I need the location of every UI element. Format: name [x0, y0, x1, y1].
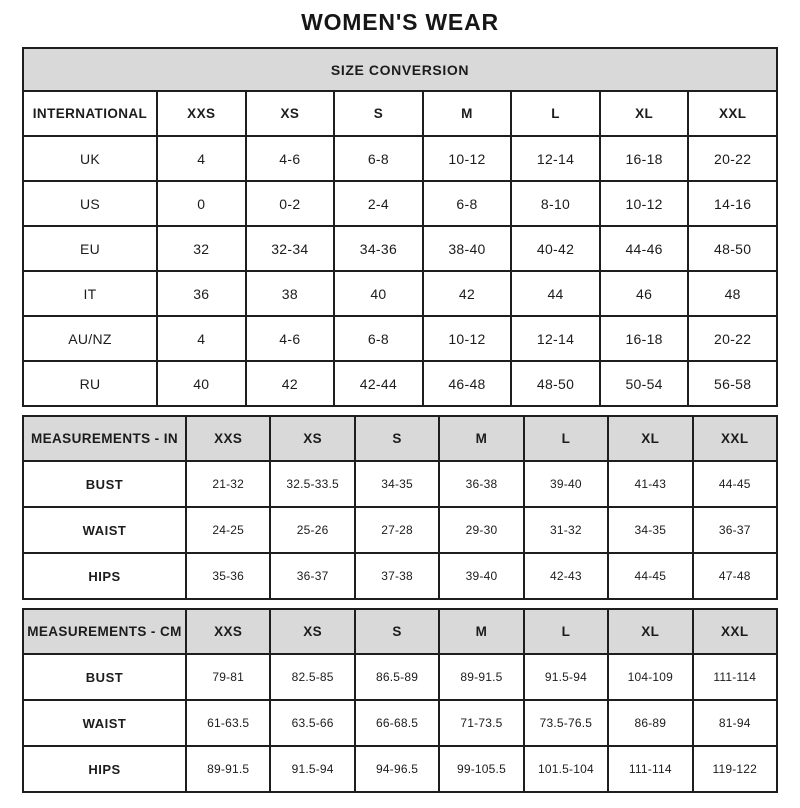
- value-cell: 4: [157, 136, 246, 181]
- table-row: [23, 271, 777, 316]
- value-cell: 25-26: [270, 507, 354, 553]
- value-cell: 14-16: [688, 181, 777, 226]
- table-row: [23, 316, 777, 361]
- table-row: [23, 461, 777, 507]
- value-cell: 99-105.5: [439, 746, 523, 792]
- value-cell: 86.5-89: [355, 654, 439, 700]
- value-cell: 47-48: [693, 553, 777, 599]
- value-cell: 8-10: [511, 181, 600, 226]
- value-cell: 40: [157, 361, 246, 406]
- row-label: US: [23, 181, 157, 226]
- value-cell: 16-18: [600, 136, 689, 181]
- table-row: [23, 361, 777, 406]
- value-cell: 63.5-66: [270, 700, 354, 746]
- value-cell: 6-8: [334, 136, 423, 181]
- value-cell: 91.5-94: [524, 654, 608, 700]
- size-header: M: [439, 609, 523, 654]
- value-cell: 104-109: [608, 654, 692, 700]
- value-cell: 6-8: [334, 316, 423, 361]
- value-cell: 39-40: [524, 461, 608, 507]
- value-cell: 66-68.5: [355, 700, 439, 746]
- size-header: XS: [270, 609, 354, 654]
- value-cell: 40: [334, 271, 423, 316]
- value-cell: 46: [600, 271, 689, 316]
- value-cell: 6-8: [423, 181, 512, 226]
- row-label: BUST: [23, 654, 186, 700]
- row-label: HIPS: [23, 746, 186, 792]
- value-cell: 0: [157, 181, 246, 226]
- value-cell: 61-63.5: [186, 700, 270, 746]
- value-cell: 12-14: [511, 136, 600, 181]
- value-cell: 119-122: [693, 746, 777, 792]
- size-header: XL: [600, 91, 689, 136]
- row-label: RU: [23, 361, 157, 406]
- table-row: [23, 136, 777, 181]
- row-label: AU/NZ: [23, 316, 157, 361]
- table-row: [23, 746, 777, 792]
- value-cell: 4-6: [246, 316, 335, 361]
- value-cell: 42: [423, 271, 512, 316]
- size-header: XXL: [693, 416, 777, 461]
- row-label: UK: [23, 136, 157, 181]
- table-row: [23, 181, 777, 226]
- value-cell: 111-114: [608, 746, 692, 792]
- size-header: XL: [608, 609, 692, 654]
- value-cell: 24-25: [186, 507, 270, 553]
- value-cell: 21-32: [186, 461, 270, 507]
- value-cell: 42: [246, 361, 335, 406]
- value-cell: 31-32: [524, 507, 608, 553]
- value-cell: 101.5-104: [524, 746, 608, 792]
- value-cell: 82.5-85: [270, 654, 354, 700]
- table-row: [23, 226, 777, 271]
- value-cell: 39-40: [439, 553, 523, 599]
- value-cell: 48-50: [688, 226, 777, 271]
- value-cell: 10-12: [600, 181, 689, 226]
- value-cell: 40-42: [511, 226, 600, 271]
- size-header-row: [23, 416, 777, 461]
- value-cell: 71-73.5: [439, 700, 523, 746]
- value-cell: 94-96.5: [355, 746, 439, 792]
- value-cell: 2-4: [334, 181, 423, 226]
- size-header: S: [355, 416, 439, 461]
- table-header-row: [23, 48, 777, 91]
- row-label: BUST: [23, 461, 186, 507]
- table-row: [23, 507, 777, 553]
- size-chart-page: [0, 8, 800, 793]
- size-conversion-table: [22, 47, 778, 407]
- size-header: XS: [246, 91, 335, 136]
- size-header: S: [334, 91, 423, 136]
- value-cell: 36: [157, 271, 246, 316]
- value-cell: 42-43: [524, 553, 608, 599]
- row-label: IT: [23, 271, 157, 316]
- value-cell: 16-18: [600, 316, 689, 361]
- size-header: XXL: [693, 609, 777, 654]
- value-cell: 32.5-33.5: [270, 461, 354, 507]
- value-cell: 32: [157, 226, 246, 271]
- row-label: EU: [23, 226, 157, 271]
- table-row: [23, 553, 777, 599]
- table-title: MEASUREMENTS - IN: [23, 416, 186, 461]
- row-label: WAIST: [23, 700, 186, 746]
- value-cell: 27-28: [355, 507, 439, 553]
- value-cell: 81-94: [693, 700, 777, 746]
- size-header-row: [23, 91, 777, 136]
- size-header: L: [524, 416, 608, 461]
- size-header: XXL: [688, 91, 777, 136]
- value-cell: 89-91.5: [186, 746, 270, 792]
- value-cell: 46-48: [423, 361, 512, 406]
- value-cell: 12-14: [511, 316, 600, 361]
- value-cell: 79-81: [186, 654, 270, 700]
- value-cell: 56-58: [688, 361, 777, 406]
- measurements-cm-table: [22, 608, 778, 793]
- size-header: XXS: [157, 91, 246, 136]
- size-header: M: [439, 416, 523, 461]
- value-cell: 4: [157, 316, 246, 361]
- measurements-in-table: [22, 415, 778, 600]
- value-cell: 48-50: [511, 361, 600, 406]
- value-cell: 44-46: [600, 226, 689, 271]
- table-row: [23, 654, 777, 700]
- value-cell: 86-89: [608, 700, 692, 746]
- table-title: MEASUREMENTS - CM: [23, 609, 186, 654]
- value-cell: 37-38: [355, 553, 439, 599]
- value-cell: 34-36: [334, 226, 423, 271]
- size-header: L: [524, 609, 608, 654]
- value-cell: 44-45: [608, 553, 692, 599]
- table-title: SIZE CONVERSION: [23, 48, 777, 91]
- value-cell: 35-36: [186, 553, 270, 599]
- size-header: XXS: [186, 416, 270, 461]
- value-cell: 20-22: [688, 316, 777, 361]
- value-cell: 34-35: [608, 507, 692, 553]
- value-cell: 44: [511, 271, 600, 316]
- value-cell: 20-22: [688, 136, 777, 181]
- value-cell: 111-114: [693, 654, 777, 700]
- value-cell: 36-37: [270, 553, 354, 599]
- size-header-row: [23, 609, 777, 654]
- value-cell: 10-12: [423, 316, 512, 361]
- column-header: INTERNATIONAL: [23, 91, 157, 136]
- value-cell: 91.5-94: [270, 746, 354, 792]
- row-label: WAIST: [23, 507, 186, 553]
- table-row: [23, 700, 777, 746]
- size-header: XXS: [186, 609, 270, 654]
- value-cell: 0-2: [246, 181, 335, 226]
- value-cell: 44-45: [693, 461, 777, 507]
- value-cell: 36-37: [693, 507, 777, 553]
- size-header: XS: [270, 416, 354, 461]
- value-cell: 89-91.5: [439, 654, 523, 700]
- value-cell: 73.5-76.5: [524, 700, 608, 746]
- page-title: WOMEN'S WEAR: [301, 9, 499, 35]
- value-cell: 32-34: [246, 226, 335, 271]
- size-header: L: [511, 91, 600, 136]
- value-cell: 48: [688, 271, 777, 316]
- value-cell: 36-38: [439, 461, 523, 507]
- size-header: M: [423, 91, 512, 136]
- value-cell: 41-43: [608, 461, 692, 507]
- value-cell: 38: [246, 271, 335, 316]
- size-header: S: [355, 609, 439, 654]
- row-label: HIPS: [23, 553, 186, 599]
- value-cell: 38-40: [423, 226, 512, 271]
- value-cell: 29-30: [439, 507, 523, 553]
- value-cell: 10-12: [423, 136, 512, 181]
- size-header: XL: [608, 416, 692, 461]
- value-cell: 4-6: [246, 136, 335, 181]
- value-cell: 50-54: [600, 361, 689, 406]
- value-cell: 34-35: [355, 461, 439, 507]
- value-cell: 42-44: [334, 361, 423, 406]
